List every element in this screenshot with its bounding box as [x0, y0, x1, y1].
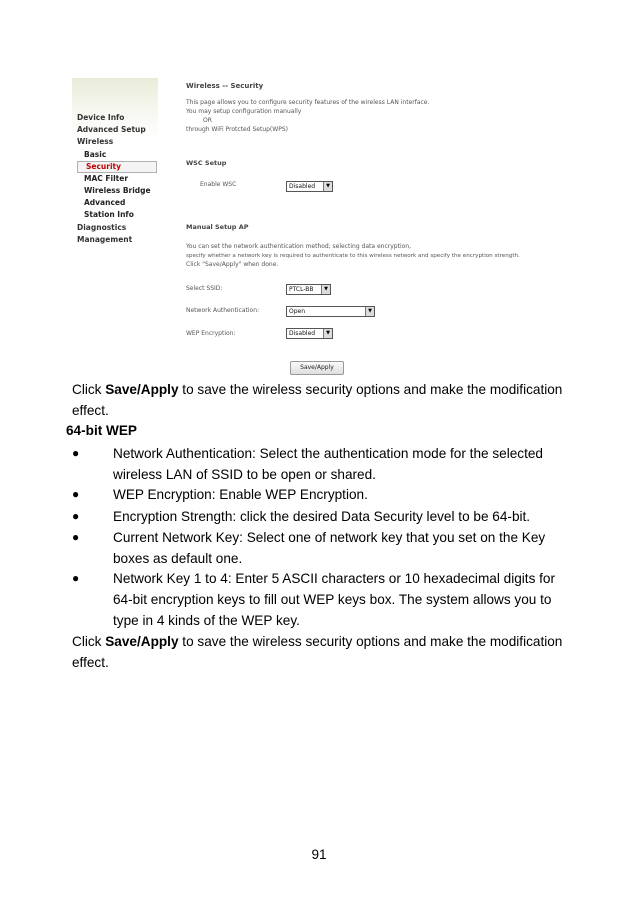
wsc-heading: WSC Setup [186, 159, 227, 167]
bullet-icon: ● [72, 509, 80, 523]
bullet-icon: ● [72, 530, 80, 544]
bullet-text: boxes as default one. [113, 551, 243, 566]
sidebar-item-advanced[interactable]: Advanced [84, 198, 126, 207]
page-title: Wireless -- Security [186, 82, 264, 90]
chevron-down-icon: ▼ [323, 182, 332, 191]
auth-value: Open [289, 308, 306, 315]
sidebar-item-mac-filter[interactable]: MAC Filter [84, 174, 129, 183]
wep-value: Disabled [289, 330, 316, 337]
enable-wsc-label: Enable WSC [200, 181, 237, 188]
bullet-text: Encryption Strength: click the desired Data Security level to be 64-bit. [113, 509, 531, 524]
bullet-icon: ● [72, 446, 80, 460]
sidebar-item-device-info[interactable]: Device Info [77, 113, 125, 122]
sidebar-item-wireless[interactable]: Wireless [77, 137, 114, 146]
para2-pre: Click [72, 634, 106, 649]
ssid-label: Select SSID: [186, 285, 223, 292]
section-heading: 64-bit WEP [66, 423, 137, 438]
paragraph-line [72, 631, 562, 652]
intro-line: through WiFi Protcted Setup(WPS) [186, 126, 288, 133]
sidebar-item-basic[interactable]: Basic [84, 150, 107, 159]
router-main-panel [186, 78, 564, 380]
sidebar-item-wireless-bridge[interactable]: Wireless Bridge [84, 186, 151, 195]
sidebar-item-security[interactable]: Security [77, 161, 157, 173]
chevron-down-icon: ▼ [365, 307, 374, 316]
manual-desc-line: Click "Save/Apply" when done. [186, 261, 279, 268]
auth-label: Network Authentication: [186, 307, 260, 314]
enable-wsc-value: Disabled [289, 183, 316, 190]
bullet-text: 64-bit encryption keys to fill out WEP keys box. The system allows you to [113, 592, 552, 607]
bullet-text: Current Network Key: Select one of network key that you set on the Key [113, 530, 546, 545]
bullet-text: Network Authentication: Select the authentication mode for the selected [113, 446, 543, 461]
wep-label: WEP Encryption: [186, 330, 236, 337]
chevron-down-icon: ▼ [321, 285, 330, 294]
paragraph-line: effect. [72, 655, 109, 670]
bullet-icon: ● [72, 487, 80, 501]
sidebar-item-diagnostics[interactable]: Diagnostics [77, 223, 127, 232]
chevron-down-icon: ▼ [323, 329, 332, 338]
sidebar-item-station-info[interactable]: Station Info [84, 210, 134, 219]
manual-desc-line: specify whether a network key is required to authenticate to this wireless network and specify the encryption strength. [186, 253, 520, 259]
intro-line: You may setup configuration manually [186, 108, 302, 115]
bullet-text: type in 4 kinds of the WEP key. [113, 613, 300, 628]
manual-desc-line: You can set the network authentication method, selecting data encryption, [186, 243, 412, 250]
wep-select[interactable] [286, 328, 333, 339]
sidebar-item-advanced-setup[interactable]: Advanced Setup [77, 125, 146, 134]
bullet-text: Network Key 1 to 4: Enter 5 ASCII characters or 10 hexadecimal digits for [113, 571, 556, 586]
bullet-text: WEP Encryption: Enable WEP Encryption. [113, 487, 368, 502]
intro-line: This page allows you to configure security features of the wireless LAN interface. [186, 99, 430, 106]
ssid-select[interactable] [286, 284, 331, 295]
auth-select[interactable] [286, 306, 375, 317]
manual-setup-heading: Manual Setup AP [186, 223, 249, 231]
para1-post: to save the wireless security options and make the modification [178, 382, 563, 397]
router-sidebar [72, 78, 158, 380]
bullet-text: wireless LAN of SSID to be open or shared. [113, 467, 376, 482]
save-apply-button[interactable]: Save/Apply [290, 361, 344, 375]
bullet-icon: ● [72, 571, 80, 585]
para2-bold: Save/Apply [105, 634, 179, 649]
paragraph-line [72, 379, 562, 400]
para1-bold: Save/Apply [105, 382, 179, 397]
para2-post: to save the wireless security options and make the modification [178, 634, 563, 649]
router-screenshot [72, 78, 564, 380]
intro-line: OR [203, 117, 212, 124]
paragraph-line: effect. [72, 403, 109, 418]
ssid-value: PTCL-BB [289, 286, 314, 293]
para1-pre: Click [72, 382, 106, 397]
sidebar-item-management[interactable]: Management [77, 235, 133, 244]
enable-wsc-select[interactable] [286, 181, 333, 192]
page-number: 91 [311, 847, 327, 862]
